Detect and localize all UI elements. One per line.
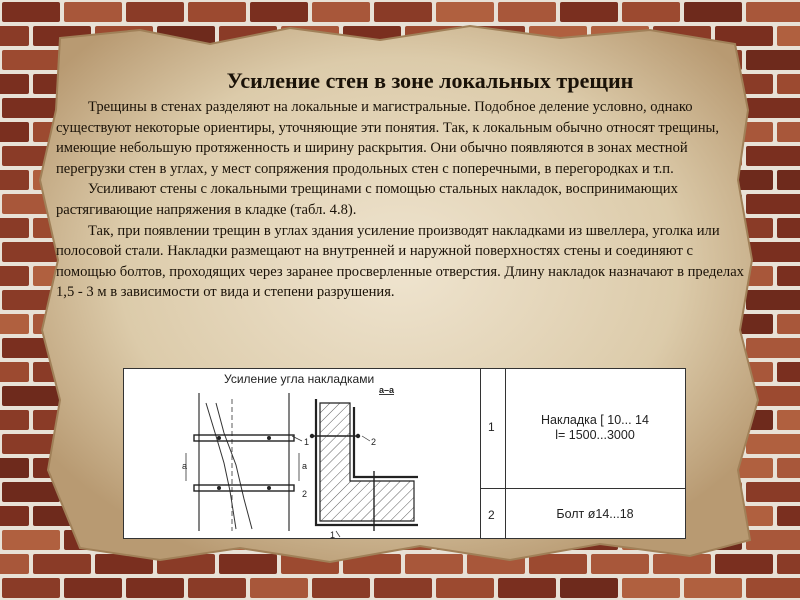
label-n2b: 2 bbox=[371, 437, 377, 447]
reinforcement-table bbox=[123, 368, 686, 539]
plate-bottom bbox=[194, 485, 294, 491]
row-1-line-2: l= 1500...3000 bbox=[555, 428, 635, 442]
column-divider bbox=[480, 369, 481, 538]
paragraph-2: Усиливают стены с локальными трещинами с помощью стальных накладок, воспринимающих растягивающие напряжения в кладке (табл. 4.8). bbox=[56, 181, 678, 218]
row-divider bbox=[480, 488, 686, 489]
row-1-line-1: Накладка [ 10... 14 bbox=[541, 413, 649, 427]
row-2-line-1: Болт ø14...18 bbox=[556, 507, 634, 521]
plate-top bbox=[194, 435, 294, 441]
row-1-number: 1 bbox=[488, 420, 495, 434]
label-a-top: а bbox=[182, 461, 188, 471]
bolt-marker bbox=[267, 486, 271, 490]
label-a-bottom: а bbox=[302, 461, 308, 471]
paragraph-1: Трещины в стенах разделяют на локальные и магистральные. Подобное деление условно, однако существуют некоторые ориентиры, уточняющие эти понятия. Так, к локальным обычно относят трещины, имеющие небольшую протяженность и ширину раскрытия. Они обычно появляются в зонах местной перегрузки стен в углах, у мест сопряжения продольных стен с поперечными, в перегородках и т.п. bbox=[56, 99, 720, 177]
body-text bbox=[56, 97, 756, 303]
bolt-marker bbox=[217, 436, 221, 440]
page-title: Усиление стен в зоне локальных трещин bbox=[226, 68, 634, 93]
row-1-description bbox=[505, 413, 685, 443]
label-n2: 2 bbox=[302, 489, 308, 499]
bolt-marker bbox=[267, 436, 271, 440]
label-n1: 1 bbox=[304, 437, 310, 447]
wall-section bbox=[320, 403, 414, 521]
label-n1b: 1 bbox=[330, 530, 336, 539]
table-caption: Усиление угла накладками bbox=[224, 372, 375, 386]
row-2-description bbox=[505, 507, 685, 522]
section-label: а–а bbox=[379, 385, 395, 395]
bolt-marker bbox=[217, 486, 221, 490]
corner-reinforcement-drawing bbox=[124, 381, 480, 539]
crack-line bbox=[216, 403, 252, 529]
paragraph-3: Так, при появлении трещин в углах здания усиление производят накладками из швеллера, уголка или полосовой стали. Накладки размещают на внутренней и наружной поверхностях стены и соединяют с помощью болтов, проходящих через заранее просверленные отверстия. Длину накладок назначают в пределах 1,5 - 3 м в зависимости от вида и степени разрушения. bbox=[56, 222, 744, 301]
row-2-number: 2 bbox=[488, 508, 495, 522]
inner-angle bbox=[354, 407, 418, 477]
